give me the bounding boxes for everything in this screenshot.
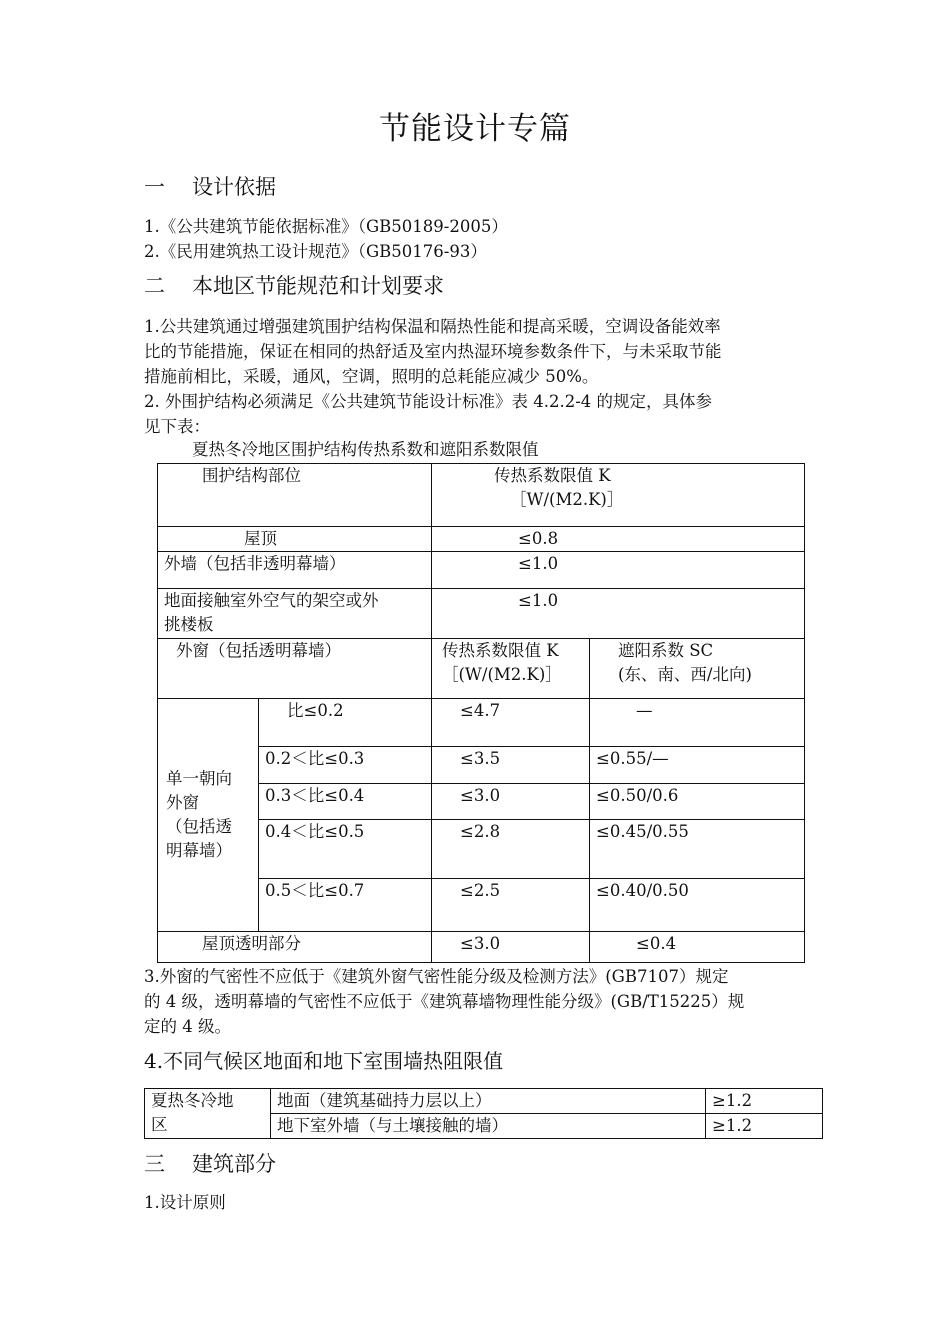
section-3-number: 三 (144, 1152, 165, 1176)
table-row (158, 527, 805, 552)
single-label-line: 外窗 (166, 793, 199, 812)
roof-cell: 屋顶 (158, 527, 432, 552)
basement-value-cell: ≥1.2 (706, 1114, 823, 1139)
region-line1: 夏热冬冷地 (151, 1091, 234, 1110)
k-cell: ≤3.0 (432, 784, 590, 820)
section-1-number: 一 (144, 175, 165, 199)
window-k-line1: 传热系数限值 K (442, 641, 559, 660)
ground-value-cell: ≥1.2 (706, 1089, 823, 1114)
single-label-line: （包括透 (166, 817, 232, 836)
header-k-cell (432, 464, 805, 527)
window-cell: 外窗（包括透明幕墙） (158, 639, 432, 699)
ratio-cell: 0.3＜比≤0.4 (259, 784, 432, 820)
paragraph-1-line: 1.公共建筑通过增强建筑围护结构保温和隔热性能和提高采暖，空调设备能效率 (144, 317, 721, 336)
window-sc-cell (590, 639, 805, 699)
floor-line1: 地面接触室外空气的架空或外 (164, 591, 379, 610)
header-part-cell: 围护结构部位 (158, 464, 432, 527)
section-2-title: 本地区节能规范和计划要求 (192, 274, 444, 298)
subheading-4: 4.不同气候区地面和地下室围墙热阻限值 (144, 1049, 504, 1073)
window-sc-line1: 遮阳系数 SC (618, 641, 714, 660)
ratio-cell: 0.4＜比≤0.5 (259, 820, 432, 879)
sc-cell: ≤0.45/0.55 (590, 820, 805, 879)
table-row (158, 552, 805, 589)
skylight-sc-cell: ≤0.4 (590, 932, 805, 963)
paragraph-2-line: 2. 外围护结构必须满足《公共建筑节能设计标准》表 4.2.2-4 的规定，具体参 (144, 392, 713, 411)
table-row (158, 589, 805, 639)
floor-line2: 挑楼板 (164, 615, 214, 634)
page-title: 节能设计专篇 (379, 111, 571, 147)
ratio-cell: 比≤0.2 (259, 699, 432, 747)
paragraph-2 (144, 389, 808, 439)
skylight-k-cell: ≤3.0 (432, 932, 590, 963)
table-row (158, 932, 805, 963)
section-2-number: 二 (144, 274, 165, 298)
ratio-cell: 0.2＜比≤0.3 (259, 747, 432, 784)
section-2-heading (144, 270, 444, 300)
wall-cell: 外墙（包括非透明幕墙） (158, 552, 432, 589)
paragraph-3-line: 的 4 级，透明幕墙的气密性不应低于《建筑幕墙物理性能分级》(GB/T15225）规 (144, 992, 745, 1011)
k-cell: ≤3.5 (432, 747, 590, 784)
paragraph-3 (144, 964, 808, 1039)
paragraph-1-line: 措施前相比，采暖，通风，空调，照明的总耗能应减少 50%。 (144, 367, 599, 386)
ground-label-cell: 地面（建筑基础持力层以上） (271, 1089, 706, 1114)
window-k-cell (432, 639, 590, 699)
paragraph-1 (144, 314, 808, 389)
window-k-line2: ［(W/(M2.K)］ (442, 665, 562, 684)
k-cell: ≤2.8 (432, 820, 590, 879)
sc-cell: — (590, 699, 805, 747)
thermal-resistance-table (144, 1088, 823, 1139)
skylight-cell: 屋顶透明部分 (158, 932, 432, 963)
wall-k-cell: ≤1.0 (432, 552, 805, 589)
floor-cell (158, 589, 432, 639)
floor-k-cell: ≤1.0 (432, 589, 805, 639)
design-principle-item: 1.设计原则 (144, 1193, 226, 1212)
paragraph-3-line: 定的 4 级。 (144, 1017, 231, 1036)
sc-cell: ≤0.50/0.6 (590, 784, 805, 820)
header-k-line2: ［W/(M2.K)］ (510, 490, 624, 509)
single-orientation-cell (158, 699, 259, 932)
table-caption: 夏热冬冷地区围护结构传热系数和遮阳系数限值 (192, 440, 539, 459)
section-1-heading (144, 171, 276, 201)
window-sc-line2: (东、南、西/北向) (618, 665, 752, 684)
section-3-title: 建筑部分 (192, 1152, 276, 1176)
basement-label-cell: 地下室外墙（与土壤接触的墙） (271, 1114, 706, 1139)
ratio-cell: 0.5＜比≤0.7 (259, 879, 432, 932)
region-cell (145, 1089, 271, 1139)
region-line2: 区 (151, 1115, 168, 1134)
reference-item-1: 1.《公共建筑节能依据标准》（GB50189-2005） (144, 217, 508, 236)
paragraph-1-line: 比的节能措施，保证在相同的热舒适及室内热湿环境参数条件下，与未采取节能 (144, 342, 722, 361)
table-row (158, 639, 805, 699)
envelope-limits-table (157, 463, 805, 963)
single-label-line: 明幕墙） (166, 841, 232, 860)
roof-k-cell: ≤0.8 (432, 527, 805, 552)
k-cell: ≤2.5 (432, 879, 590, 932)
section-3-heading (144, 1148, 276, 1178)
table-row (158, 699, 805, 747)
single-label-line: 单一朝向 (166, 769, 232, 788)
paragraph-2-line: 见下表： (144, 417, 210, 436)
sc-cell: ≤0.55/— (590, 747, 805, 784)
section-1-title: 设计依据 (192, 175, 276, 199)
k-cell: ≤4.7 (432, 699, 590, 747)
sc-cell: ≤0.40/0.50 (590, 879, 805, 932)
table-row (158, 464, 805, 527)
header-k-line1: 传热系数限值 K (494, 466, 611, 485)
reference-item-2: 2.《民用建筑热工设计规范》（GB50176-93） (144, 242, 487, 261)
paragraph-3-line: 3.外窗的气密性不应低于《建筑外窗气密性能分级及检测方法》(GB7107）规定 (144, 967, 729, 986)
table-row (145, 1089, 823, 1114)
